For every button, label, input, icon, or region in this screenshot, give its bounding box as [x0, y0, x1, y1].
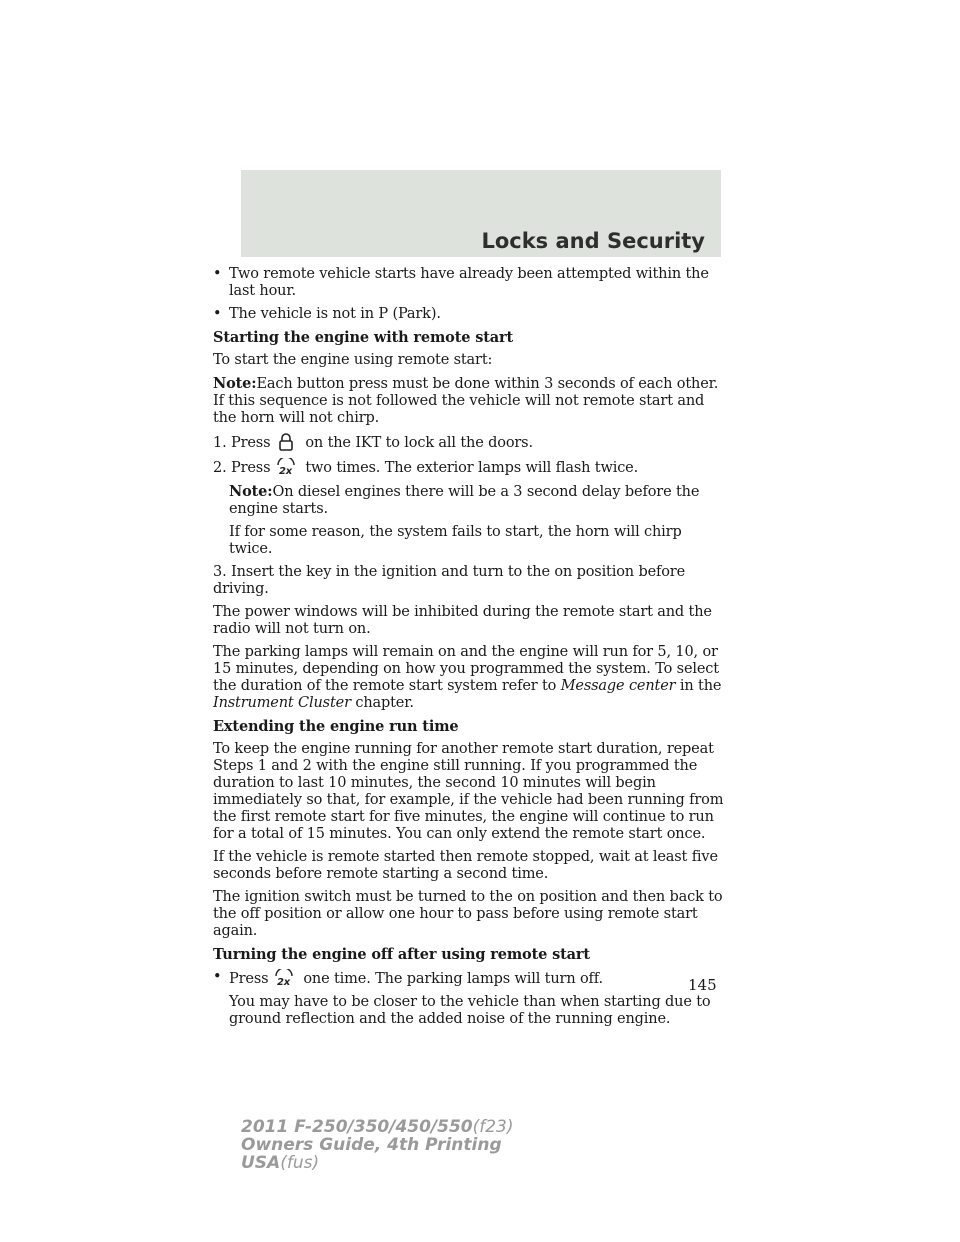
- bullet-text: Two remote vehicle starts have already been attempted within the last hour.: [229, 266, 709, 299]
- remote-start-2x-icon: [275, 458, 297, 476]
- step-text: 2. Press: [213, 460, 271, 476]
- paragraph: The ignition switch must be turned to the on position and then back to the off position or allow one hour to pass before using remote start again.: [213, 889, 723, 939]
- step-text: 1. Press: [213, 435, 271, 451]
- note-label: Note:: [229, 483, 273, 500]
- list-item: [213, 266, 725, 300]
- document-footer: [241, 1118, 514, 1172]
- section-header-band: [241, 170, 721, 257]
- paragraph: [213, 644, 725, 712]
- paragraph-text: in the: [679, 678, 722, 694]
- footer-model: 2011 F-250/350/450/550: [241, 1117, 473, 1137]
- note-paragraph: [213, 483, 725, 518]
- lock-icon: [275, 433, 297, 451]
- footer-line: [241, 1154, 514, 1172]
- section-heading: Extending the engine run time: [213, 718, 459, 735]
- footer-code: (fus): [280, 1153, 320, 1173]
- footer-market: USA: [241, 1153, 281, 1173]
- footer-code: (f23): [472, 1117, 514, 1137]
- paragraph-text: The parking lamps will remain on and the engine will run for 5, 10, or 15 minutes, depending on how you programmed the system. To select the duration of the remote start system refer to: [213, 644, 719, 694]
- step-text: two times. The exterior lamps will flash twice.: [305, 460, 639, 476]
- paragraph: The power windows will be inhibited during the remote start and the radio will not turn on.: [213, 604, 712, 637]
- note-text: Each button press must be done within 3 seconds of each other. If this sequence is not followed the vehicle will not remote start and the horn will not chirp.: [213, 376, 719, 426]
- step-1: [213, 433, 725, 452]
- note-paragraph: [213, 375, 725, 427]
- step-text: on the IKT to lock all the doors.: [305, 435, 533, 451]
- section-title: Locks and Security: [481, 229, 705, 253]
- bullet-dot: •: [213, 969, 222, 985]
- remote-start-2x-icon: [273, 969, 295, 987]
- bullet-text: Press: [229, 971, 269, 987]
- svg-text:2x: 2x: [278, 466, 292, 476]
- list-item: [213, 306, 725, 323]
- note-text: On diesel engines there will be a 3 second delay before the engine starts.: [229, 484, 700, 517]
- bullet-dot: •: [213, 266, 222, 282]
- step-2: [213, 458, 725, 477]
- footer-line: Owners Guide, 4th Printing: [241, 1135, 502, 1155]
- paragraph: If for some reason, the system fails to start, the horn will chirp twice.: [229, 524, 682, 557]
- bullet-text: one time. The parking lamps will turn off.: [303, 971, 603, 987]
- step-3: 3. Insert the key in the ignition and turn to the on position before driving.: [213, 564, 686, 597]
- page-number: 145: [688, 976, 717, 994]
- paragraph-text: chapter.: [355, 695, 414, 711]
- svg-text:2x: 2x: [276, 977, 290, 987]
- page-content: [213, 266, 725, 1034]
- note-label: Note:: [213, 375, 257, 392]
- bullet-text: The vehicle is not in P (Park).: [229, 306, 441, 322]
- cross-reference: Instrument Cluster: [213, 695, 351, 711]
- section-heading: Turning the engine off after using remote start: [213, 946, 590, 963]
- section-heading: Starting the engine with remote start: [213, 329, 514, 346]
- list-item: [213, 969, 725, 988]
- footer-line: [241, 1118, 514, 1136]
- paragraph: To keep the engine running for another remote start duration, repeat Steps 1 and 2 with the engine still running. If you programmed the duration to last 10 minutes, the second 10 minutes will begin immediately so that, for example, if the vehicle had been running from the first remote start for five minutes, the engine will continue to run for a total of 15 minutes. You can only extend the remote start once.: [213, 741, 724, 842]
- bullet-dot: •: [213, 306, 222, 322]
- paragraph: If the vehicle is remote started then remote stopped, wait at least five seconds before remote starting a second time.: [213, 849, 718, 882]
- paragraph: To start the engine using remote start:: [213, 352, 493, 368]
- paragraph: You may have to be closer to the vehicle than when starting due to ground reflection and the added noise of the running engine.: [229, 994, 711, 1027]
- cross-reference: Message center: [560, 678, 676, 694]
